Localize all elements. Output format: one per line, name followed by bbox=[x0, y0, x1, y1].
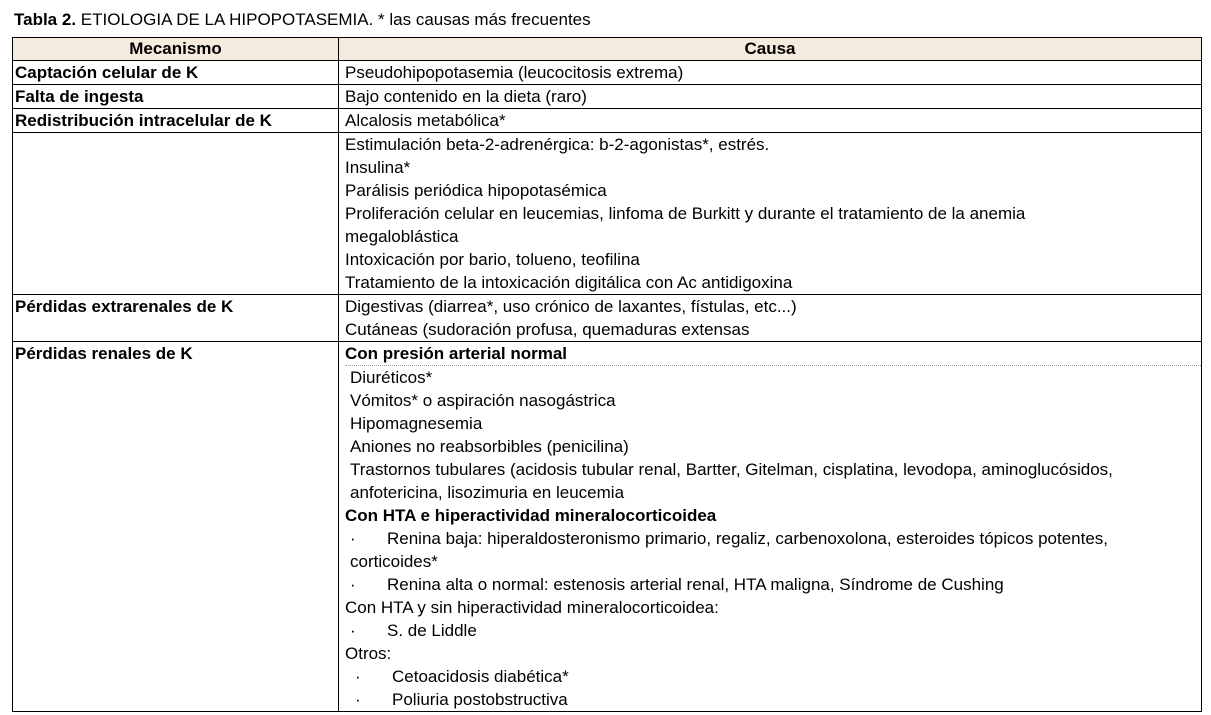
bullet-mark: · bbox=[350, 575, 356, 594]
caption-title: ETIOLOGIA DE LA HIPOPOTASEMIA. * las causas más frecuentes bbox=[76, 10, 591, 29]
causa-item: Renina baja: hiperaldosteronismo primario, regaliz, carbenoxolona, esteroides tópicos potentes, corticoides* bbox=[350, 529, 1109, 571]
causa-item: Pseudohipopotasemia (leucocitosis extrema) bbox=[345, 63, 684, 82]
causa-item: Tratamiento de la intoxicación digitálica con Ac antidigoxina bbox=[345, 273, 793, 292]
mecanismo-cell: Falta de ingesta bbox=[13, 85, 339, 109]
header-causa: Causa bbox=[339, 38, 1202, 61]
causa-item: Parálisis periódica hipopotasémica bbox=[345, 181, 607, 200]
bullet-item bbox=[345, 527, 1195, 573]
table-row bbox=[13, 342, 1202, 712]
causa-item: Diuréticos* bbox=[350, 368, 433, 387]
causa-item: Insulina* bbox=[345, 158, 411, 177]
table-caption bbox=[14, 10, 591, 30]
causa-item: Bajo contenido en la dieta (raro) bbox=[345, 87, 587, 106]
bullet-mark: · bbox=[350, 621, 356, 640]
causa-cell bbox=[339, 61, 1202, 85]
causa-item: Poliuria postobstructiva bbox=[392, 690, 568, 709]
causa-item: Renina alta o normal: estenosis arterial renal, HTA maligna, Síndrome de Cushing bbox=[387, 575, 1004, 594]
causa-item: Estimulación beta-2-adrenérgica: b-2-agonistas*, estrés. bbox=[345, 135, 770, 154]
mecanismo-cell: Captación celular de K bbox=[13, 61, 339, 85]
table-row bbox=[13, 109, 1202, 133]
causa-cell bbox=[339, 342, 1202, 712]
caption-label: Tabla 2. bbox=[14, 10, 77, 29]
group-header-sin: Con HTA y sin hiperactividad mineralocorticoidea: bbox=[345, 598, 719, 617]
causa-item: Alcalosis metabólica* bbox=[345, 111, 506, 130]
mecanismo-cell bbox=[13, 133, 339, 295]
causa-cell bbox=[339, 85, 1202, 109]
bullet-mark: · bbox=[355, 690, 361, 709]
group-header-otros: Otros: bbox=[345, 644, 392, 663]
causa-item: S. de Liddle bbox=[387, 621, 477, 640]
causa-item: Vómitos* o aspiración nasogástrica bbox=[350, 391, 616, 410]
causa-item: Hipomagnesemia bbox=[350, 414, 483, 433]
bullet-mark: · bbox=[355, 667, 361, 686]
table-row bbox=[13, 295, 1202, 342]
causa-item: Proliferación celular en leucemias, linfoma de Burkitt y durante el tratamiento de la anemia megaloblástica bbox=[345, 204, 1026, 246]
causa-item: Intoxicación por bario, tolueno, teofilina bbox=[345, 250, 640, 269]
mecanismo-cell: Redistribución intracelular de K bbox=[13, 109, 339, 133]
group-header-hta: Con HTA e hiperactividad mineralocorticoidea bbox=[345, 506, 717, 525]
etiology-table bbox=[12, 37, 1202, 712]
table-row bbox=[13, 61, 1202, 85]
causa-item: Trastornos tubulares (acidosis tubular renal, Bartter, Gitelman, cisplatina, levodopa, aminoglucósidos, anfotericina, lisozimuria en leucemia bbox=[350, 460, 1113, 502]
causa-cell bbox=[339, 133, 1202, 295]
header-row bbox=[13, 38, 1202, 61]
table-row bbox=[13, 133, 1202, 295]
table-row bbox=[13, 85, 1202, 109]
bullet-item bbox=[345, 688, 1195, 711]
causa-cell bbox=[339, 109, 1202, 133]
causa-item: Cutáneas (sudoración profusa, quemaduras extensas bbox=[345, 320, 750, 339]
bullet-item bbox=[345, 619, 1195, 642]
bullet-mark: · bbox=[350, 529, 356, 548]
mecanismo-cell: Pérdidas renales de K bbox=[13, 342, 339, 712]
causa-item: Cetoacidosis diabética* bbox=[392, 667, 569, 686]
group-header-normal: Con presión arterial normal bbox=[345, 342, 1201, 366]
bullet-item bbox=[345, 665, 1195, 688]
header-mecanismo: Mecanismo bbox=[13, 38, 339, 61]
causa-item: Digestivas (diarrea*, uso crónico de laxantes, fístulas, etc...) bbox=[345, 297, 797, 316]
causa-item: Aniones no reabsorbibles (penicilina) bbox=[350, 437, 629, 456]
causa-cell bbox=[339, 295, 1202, 342]
bullet-item bbox=[345, 573, 1195, 596]
mecanismo-cell: Pérdidas extrarenales de K bbox=[13, 295, 339, 342]
